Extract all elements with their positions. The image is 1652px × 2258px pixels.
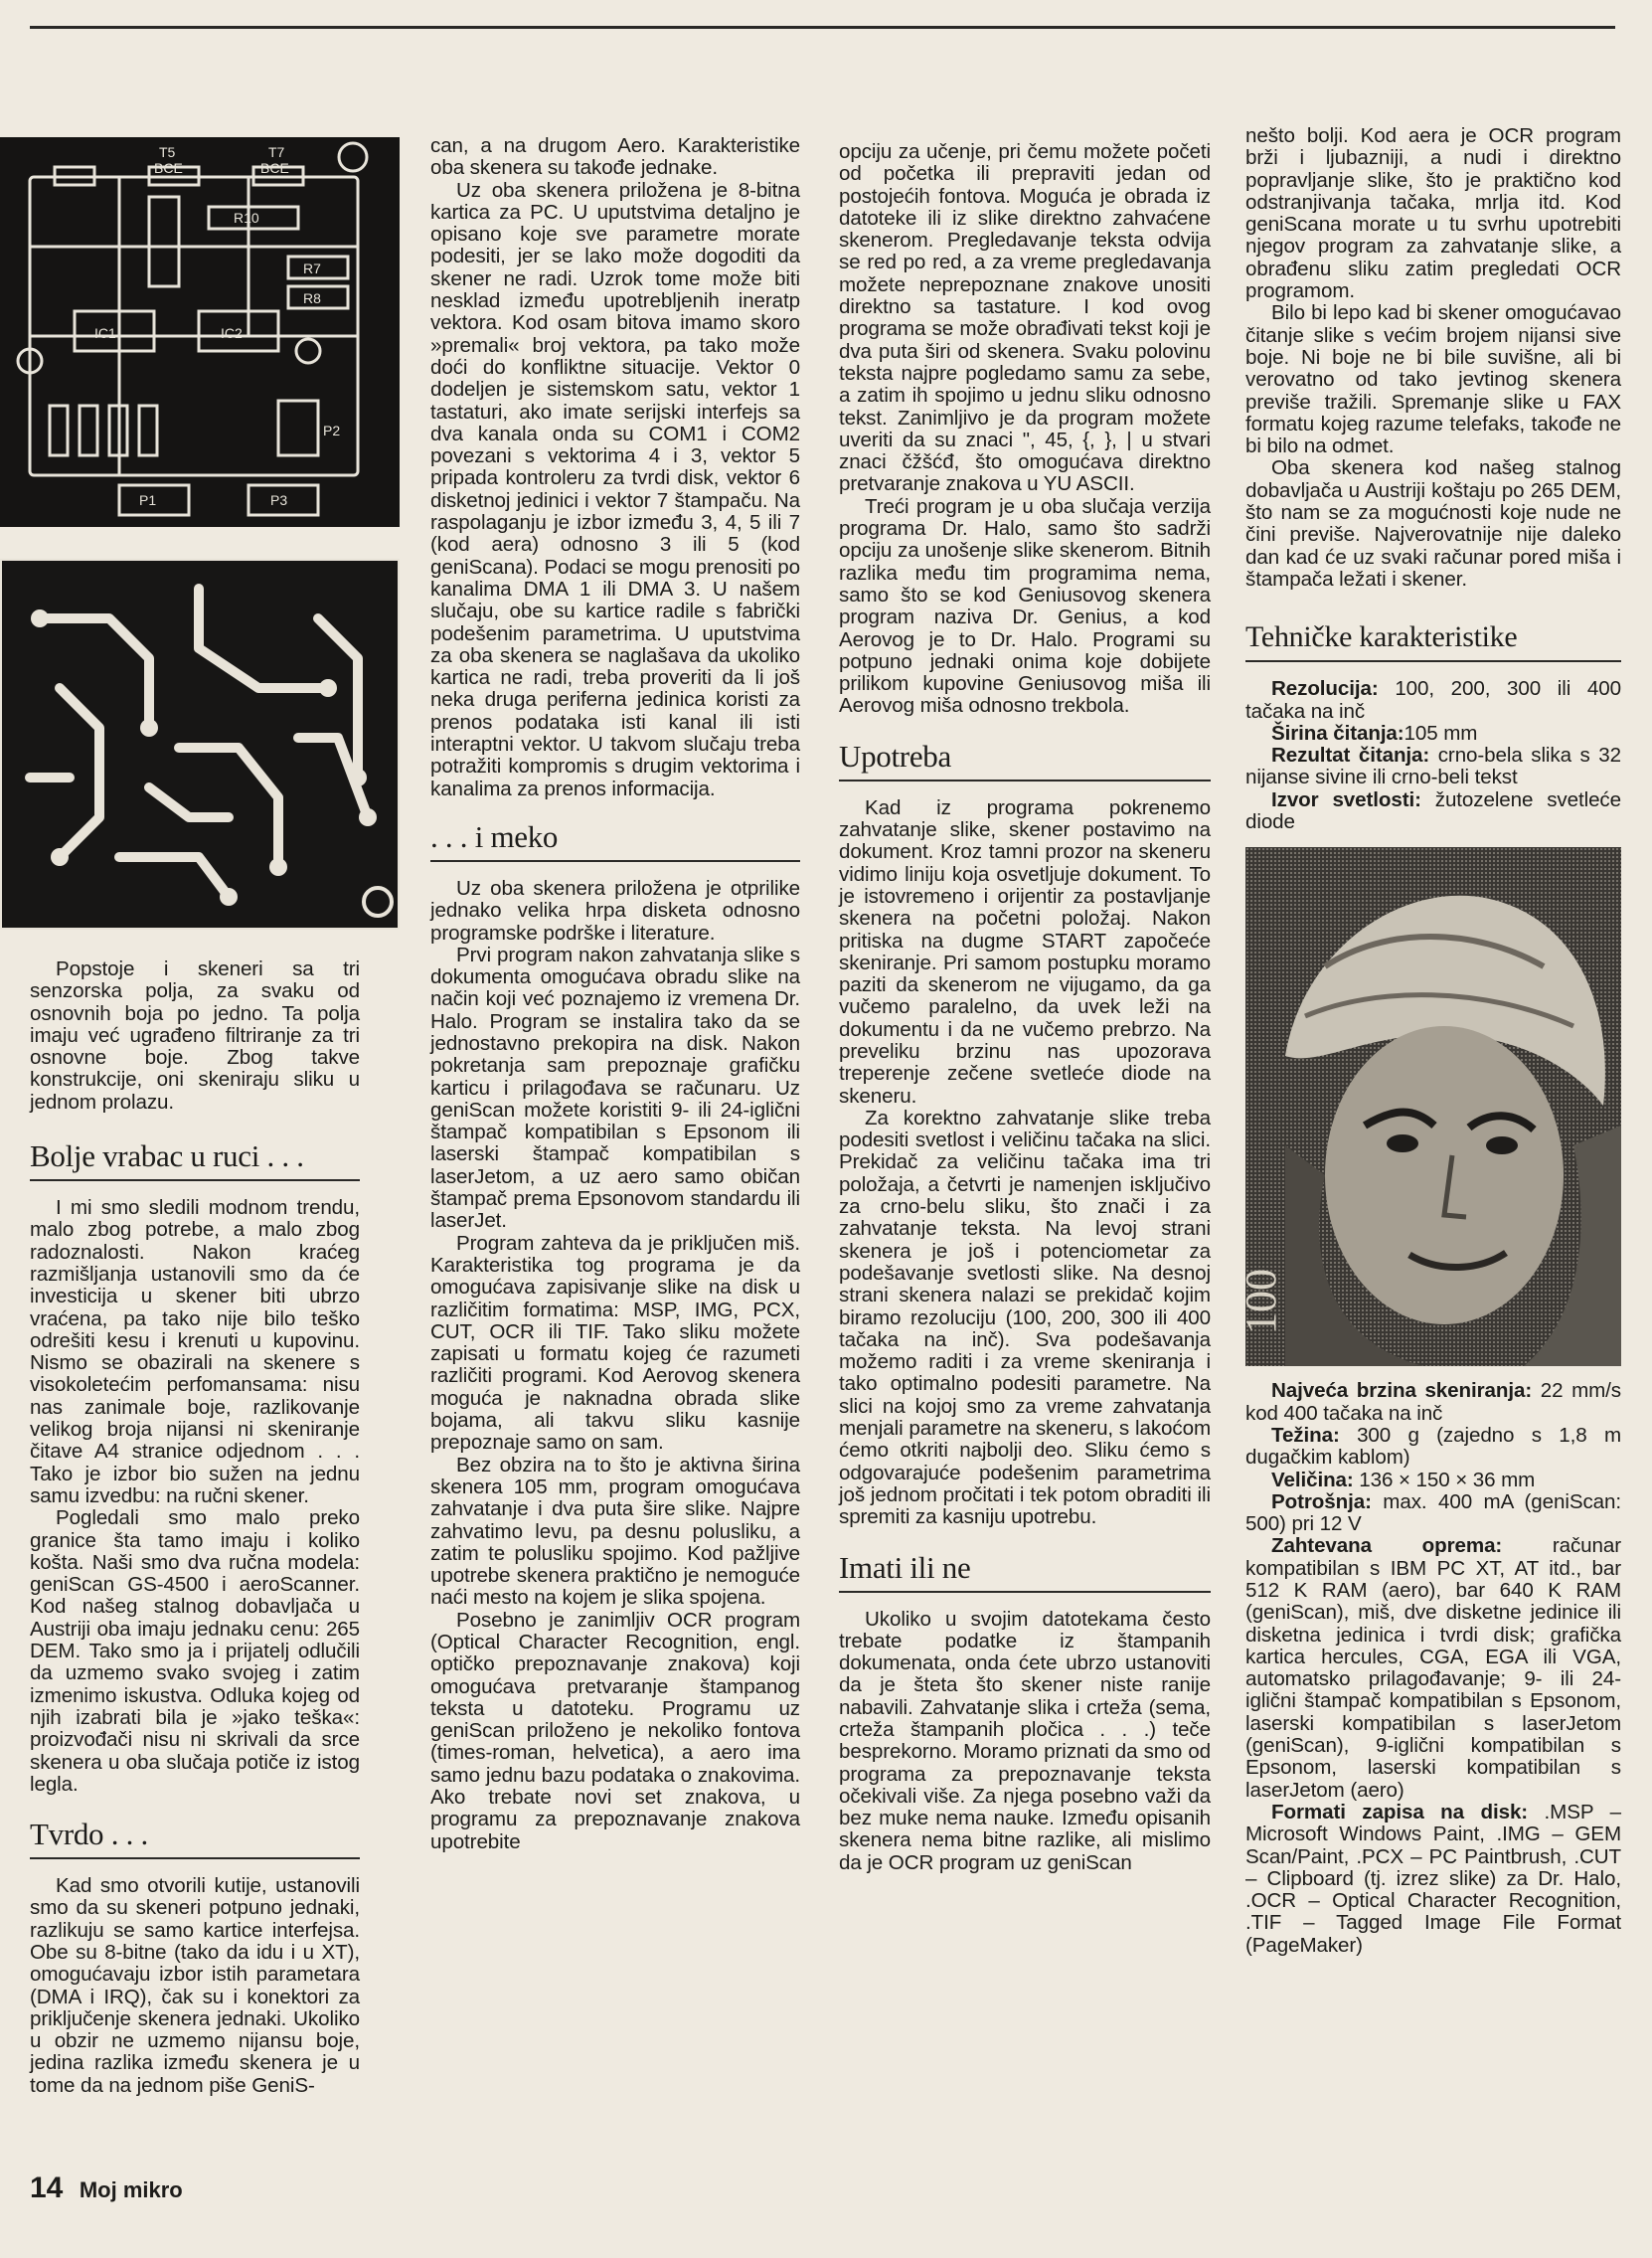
pcb-label-bce-2: BCE	[260, 160, 289, 176]
spec-item	[1245, 1470, 1621, 1491]
pcb-label-p2: P2	[323, 423, 341, 438]
col2-paragraph-3: Uz oba skenera priložena je otprilike jednako velika hrpa disketa odnosno programske podrške i literature.	[430, 876, 800, 945]
col3-paragraph-1: opciju za učenje, pri čemu možete početi od početka ili prepraviti jedan od postojećih fontova. Moguća je obrada iz datoteke ili iz slike direktno zahvaćene skenerom. Pregledavanje teksta odvija se red po red, a za vreme pregledavanja možete neprepoznane znakove unositi direktno sa tastature. I kod ovog programa se može obrađivati tekst koji je dva puta širi od skenera. Svaku polovinu teksta najpre pogledamo samu za sebe, a zatim ih spojimo u jednu sliku odnosno tekst. Zanimljivo je da program možete uveriti da su znaci ", 45, {, }, | u stvari znaci čžšćđ, što omogućava direktno pretvaranje znakova u YU ASCII.	[839, 140, 1211, 496]
spec-item	[1245, 1491, 1621, 1536]
scanned-portrait-image	[1237, 847, 1621, 1366]
col2-paragraph-7: Posebno je zanimljiv OCR program (Optical Character Recognition, engl. optičko prepoznavanje znakova) koji omogućava pretvaranje štampanog teksta u datoteku. Programu uz geniScan priloženo je nekoliko fontova (times-roman, helvetica), a aero ima samo jednu bazu podataka o znakovima. Ako trebate novi set znakova, u programu za prepoznavanje znakova upotrebite	[430, 1608, 800, 1853]
page-number: 14	[30, 2171, 64, 2204]
spec-label: Veličina:	[1271, 1468, 1354, 1491]
spec-label: Težina:	[1271, 1423, 1340, 1447]
spec-value: crno-bela slika s 32 nijanse sivine ili crno-beli tekst	[1245, 744, 1622, 789]
top-rule	[30, 26, 1615, 29]
pcb-label-bce-1: BCE	[154, 160, 183, 176]
spec-label: Formati zapisa na disk:	[1271, 1800, 1529, 1824]
spec-value: 105 mm	[1404, 721, 1478, 745]
spec-label: Najveća brzina skeniranja:	[1271, 1379, 1533, 1403]
spec-item	[1245, 789, 1621, 834]
portrait-drawing	[1237, 847, 1621, 1366]
spec-item	[1245, 745, 1621, 789]
column-2	[430, 135, 800, 1853]
pcb-label-ic2: IC2	[221, 325, 243, 341]
col2-paragraph-1: can, a na drugom Aero. Karakteristike oba skenera su takođe jednake.	[430, 134, 800, 180]
pcb-component-image	[0, 137, 400, 527]
col4-paragraph-3: Oba skenera kod našeg stalnog dobavljača u Austriji koštaju po 265 DEM, što nam se za mogućnosti koje nude ne čini previše. Najverovatnije nije daleko dan kad će uz svaki računar pored miša i štampača ležati i skener.	[1245, 456, 1621, 591]
col4-paragraph-2: Bilo bi lepo kad bi skener omogućavao čitanje slike s većim brojem nijansi sive boje. Ni boje ne bi bile suvišne, ali bi verovatno od tako jevtinog skenera previše tražili. Spremanje slike u FAX formatu kojeg razume telefaks, takođe ne bi bilo na odmet.	[1245, 301, 1621, 458]
spec-label: Rezultat čitanja:	[1271, 744, 1430, 768]
pcb-label-ic1: IC1	[94, 325, 116, 341]
specs-list-top	[1245, 678, 1621, 833]
pcb-label-t7: T7	[268, 144, 285, 160]
spec-value: 100, 200, 300 ili 400 tačaka na inč	[1245, 677, 1621, 723]
col2-paragraph-5: Program zahteva da je priključen miš. Karakteristika tog programa je da omogućava zapisivanje slike na disk u različitim formatima: MSP, IMG, PCX, CUT, OCR ili TIF. Tako sliku možete zapisati u formatu kojeg će razumeti različiti programi. Kod Aerovog skenera moguća je naknadna obrada slike bojama, ali takvu sliku kasnije prepoznaje samo on sam.	[430, 1231, 800, 1455]
col3-paragraph-5: Ukoliko u svojim datotekama često trebate podatke iz štampanih dokumenata, onda ćete ubrzo ustanoviti da je šteta što skener niste ranije nabavili. Zahvatanje slika i crteža (sema, crteža štampanih pločica . . .) teče besprekorno. Moramo priznati da smo od programa za prepoznavanje teksta očekivali više. Za njega posebno važi da bez muke nema nauke. Između opisanih skenera nema bitne razlike, ali mislimo da je OCR program uz geniScan	[839, 1607, 1211, 1874]
col3-paragraph-4: Za korektno zahvatanje slike treba podesiti svetlost i veličinu tačaka na slici. Prekidač za veličinu tačaka ima tri položaja, a četvrti je namenjen isključivo za crno-belu sliku, što znači i za zahvatanje teksta. Na levoj strani skenera je još i potenciometar za podešavanje svetlosti slike. Na desnoj strani skenera nalazi se prekidač kojim biramo rezoluciju (100, 200, 300 ili 400 tačaka na inč). Sva podešavanja možemo raditi i za vreme skeniranja i tako optimalno podesiti parametre. Na slici na kojoj smo za vreme zahvatanja menjali parametre na skeneru, s lakoćom ćemo otkriti najbolji deo. Sliku ćemo s odgovarajuće podešenim parametrima još jednom pročitati i tek potom obraditi ili spremiti za kasniju upotrebu.	[839, 1106, 1211, 1529]
spec-item	[1245, 1380, 1621, 1425]
heading-i-meko: . . . i meko	[430, 820, 800, 862]
heading-tehnicke-karakteristike: Tehničke karakteristike	[1245, 620, 1621, 662]
col4-paragraph-1: nešto bolji. Kod aera je OCR program brži i ljubazniji, a nudi i direktno popravljanje slike, što je praktično kod odstranjivanja tačaka, mrlja itd. Kod geniScana morate u tu svrhu upotrebiti njegov program za zahvatanje slike, a obrađenu sliku zatim pregledati OCR programom.	[1245, 124, 1621, 303]
col1-paragraph-1: I mi smo sledili modnom trendu, malo zbog potrebe, a malo zbog radoznalosti. Nakon kraćeg razmišljanja ustanovili smo da će investicija u skener biti ubrzo vraćena, pa tako nije bilo teško odrešiti kesu i krenuti u kupovinu. Nismo se obazirali na skenere s visokoletećim perfomansama: nisu nas zanimale boje, razlikovanje velikog broja nijansi ni skeniranje čitave A4 stranice odjednom . . . Tako je izbor bio sužen na jednu samu izvedbu: na ručni skener.	[30, 1196, 360, 1507]
spec-item	[1245, 1802, 1621, 1957]
pcb-label-r7: R7	[303, 261, 321, 276]
spec-label: Rezolucija:	[1271, 677, 1379, 701]
heading-upotreba: Upotreba	[839, 740, 1211, 782]
spec-value: žutozelene svetleće diode	[1245, 787, 1621, 834]
col1-paragraph-2: Pogledali smo malo preko granice šta tamo imaju i koliko košta. Naši smo dva ručna modela: geniScan GS-4500 i aeroScanner. Kod našeg stalnog dobavljača u Austriji oba imaju jednaku cenu: 265 DEM. Tako smo ja i prijatelj odlučili da uzmemo svako svojeg i zatim izmenimo iskustva. Odluka kojeg od njih izabrati bila je »jako teška«: proizvođači nisu ni skrivali da srce skenera u oba slučaja potiče iz istog legla.	[30, 1506, 360, 1796]
heading-imati-ili-ne: Imati ili ne	[839, 1551, 1211, 1593]
col1-intro: Popstoje i skeneri sa tri senzorska polja, za svaku od osnovnih boja po jedno. Ta polja imaju već ugrađeno filtriranje za tri osnovne boje. Zbog takve konstrukcije, oni skeniraju sliku u jednom prolazu.	[30, 957, 360, 1114]
spec-value: 136 × 150 × 36 mm	[1353, 1468, 1536, 1491]
heading-bolje-vrabac: Bolje vrabac u ruci . . .	[30, 1139, 360, 1181]
col1-paragraph-3: Kad smo otvorili kutije, ustanovili smo da su skeneri potpuno jednaki, razlikuju se samo kartice interfejsa. Obe su 8-bitne (tako da idu i u XT), omogućavaju izbor istih parametara (DMA i IRQ), čak su i konektori za priključenje skenera jednaki. Ukoliko u obzir ne uzmemo nijansu boje, jedina razlika između skenera je u tome da na jednom piše GeniS-	[30, 1874, 360, 2097]
spec-value: računar kompatibilan s IBM PC XT, AT itd., bar 512 K RAM (aero), bar 640 K RAM (geniScan), miš, dve disketne jedinice ili disketna jedinica i tvrdi disk; grafička kartica hercules, CGA, EGA ili VGA, automatsko prilagođavanje; 9- ili 24- iglični štampač kompatibilan s Epsonom, laserski kompatibilan s laserJetom (geniScan), 9-iglični kompatibilan s Epsonom, laserski kompatibilan s laserJetom (aero)	[1245, 1534, 1622, 1802]
pcb-track-drawing	[0, 559, 400, 930]
pcb-label-r10: R10	[234, 210, 259, 226]
magazine-name: Moj mikro	[79, 2177, 183, 2202]
pcb-label-p1: P1	[139, 492, 157, 508]
spec-value: 22 mm/s kod 400 tačaka na inč	[1245, 1379, 1621, 1425]
col3-paragraph-3: Kad iz programa pokrenemo zahvatanje slike, skener postavimo na dokument. Kroz tamni prozor na skeneru vidimo liniju koja osvetljuje dokument. To je istovremeno i orijentir za postavljanje skenera na početni položaj. Nakon pritiska na dugme START započeće skeniranje. Pri samom postupku moramo paziti da skenerom ne vijugamo, da ga vučemo paralelno, da uvek leži na dokumentu i da ne vučemo prebrzo. Na preveliku brzinu nas upozorava treperenje zečene svetleće diode na skeneru.	[839, 795, 1211, 1108]
column-3	[839, 141, 1211, 1874]
spec-label: Izvor svetlosti:	[1271, 787, 1421, 811]
col2-paragraph-4: Prvi program nakon zahvatanja slike s dokumenta omogućava obradu slike na način koji već poznajemo iz vremena Dr. Halo. Program se instalira tako da se jednostavno prekopira na disk. Nakon pokretanja sam prepoznaje grafičku karticu i prilagođava se računaru. Uz geniScan možete koristiti 9- ili 24-iglični štampač kompatibilan s Epsonom ili laserski štampač kompatibilan s laserJetom, a uz aero samo običan štampač prema Epsonovom standardu ili laserJet.	[430, 943, 800, 1233]
spec-item	[1245, 723, 1621, 745]
pcb-track-image	[0, 559, 400, 930]
spec-value: 300 g (zajedno s 1,8 m dugačkim kablom)	[1245, 1423, 1621, 1470]
portrait-stamp-number: 100	[1237, 1269, 1285, 1335]
spec-item	[1245, 678, 1621, 723]
column-1-text	[30, 958, 360, 2097]
col2-paragraph-2: Uz oba skenera priložena je 8-bitna kartica za PC. U uputstvima detaljno je opisano koje sve parametre morate podesiti, jer se lako može dogoditi da skener ne radi. Uzrok tome može biti nesklad između upotrebljenih ineratp vektora. Kod osam bitova imamo skoro »premali« broj vektora, pa tako može doći do konfliktne situacije. Vektor 0 dodeljen je sistemskom satu, vektor 1 tastaturi, ako imate serijski interfejs sa dva kanala onda su COM1 i COM2 povezani s vektorima 4 i 3, vektor 5 pripada kontroleru za tvrdi disk, vektor 6 disketnoj jedinici i vektor 7 štampaču. Na raspolaganju je izbor između 3, 4, 5 ili 7 (kod aera) odnosno 3 ili 5 (kod geniScana). Podaci se mogu prenositi po kanalima DMA 1 ili DMA 3. U našem slučaju, obe su kartice radile s fabrički podešenim parametrima. U uputstvima za oba skenera se naglašava da ukoliko kartica ne radi, treba proveriti da li još neka druga periferna jedinica koristi za prenos podataka isti kanal ili isti interaptni vektor. U takvom slučaju treba potražiti kompromis s drugim vektorima i kanalima za prenos informacija.	[430, 178, 800, 800]
spec-value: .MSP – Microsoft Windows Paint, .IMG – GEM Scan/Paint, .PCX – PC Paintbrush, .CUT – Clipboard (tj. izrez slike) za Dr. Halo, .OCR – Optical Character Recognition, .TIF – Tagged Image File Format (PageMaker)	[1245, 1800, 1621, 1957]
page-footer	[30, 2171, 183, 2205]
pcb-label-r8: R8	[303, 290, 321, 306]
pcb-label-p3: P3	[270, 492, 288, 508]
pcb-component-drawing	[0, 137, 400, 527]
col2-paragraph-6: Bez obzira na to što je aktivna širina skenera 105 mm, program omogućava zahvatanje i dva puta šire slike. Najpre zahvatimo levu, pa desnu polusliku, a zatim te polusliku spojimo. Kod pažljive upotrebe skenera praktično je nemoguće naći mesto na kojem je slika spojena.	[430, 1453, 800, 1610]
spec-value: max. 400 mA (geniScan: 500) pri 12 V	[1245, 1489, 1621, 1536]
spec-label: Potrošnja:	[1271, 1489, 1372, 1513]
specs-list-bottom	[1245, 1380, 1621, 1957]
spec-item	[1245, 1425, 1621, 1470]
col3-paragraph-2: Treći program je u oba slučaja verzija programa Dr. Halo, samo što sadrži opciju za unošenje slike skenerom. Bitnih razlika među tim programima nema, samo što se kod Geniusovog skenera program naziva Dr. Genius, a kod Aerovog je to Dr. Halo. Programi su potpuno jednaki onima koje dobijete prilikom kupovine Geniusovog miša ili Aerovog miša odnosno trekbola.	[839, 494, 1211, 718]
spec-label: Zahtevana oprema:	[1271, 1534, 1503, 1558]
heading-tvrdo: Tvrdo . . .	[30, 1818, 360, 1859]
spec-label: Širina čitanja:	[1271, 721, 1404, 745]
pcb-label-t5: T5	[159, 144, 176, 160]
spec-item	[1245, 1535, 1621, 1802]
column-4	[1237, 124, 1622, 1957]
